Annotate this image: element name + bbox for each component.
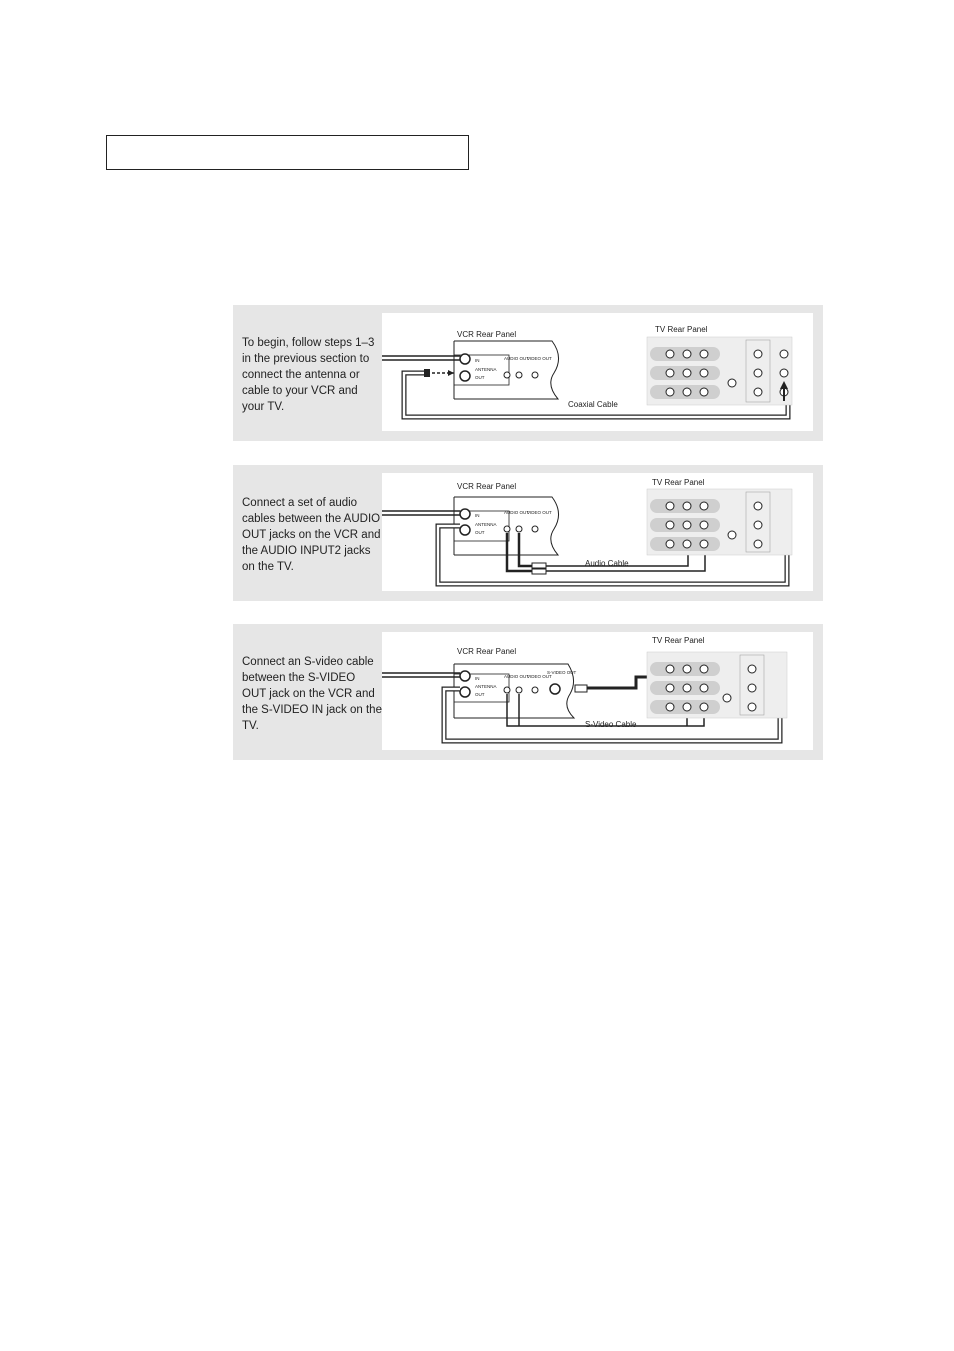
step-3-diagram — [382, 632, 813, 750]
vcr-out-label: OUT — [475, 375, 485, 380]
vcr-panel-label: VCR Rear Panel — [457, 482, 517, 491]
vcr-panel-label: VCR Rear Panel — [457, 330, 517, 339]
vcr-antenna-in-jack — [460, 354, 470, 364]
vcr-audio-out-r-jack — [516, 372, 522, 378]
vcr-audio-out-label: AUDIO OUT — [504, 674, 530, 679]
vcr-in-label: IN — [475, 676, 480, 681]
step-2-diagram — [382, 473, 813, 591]
step-2-text: Connect a set of audio cables between the AUDIO OUT jacks on the VCR and the AUDIO INPUT2 jacks on the TV. — [242, 497, 381, 573]
vcr-audio-out-label: AUDIO OUT — [504, 356, 530, 361]
vcr-video-out-label: VIDEO OUT — [527, 510, 552, 515]
vcr-video-out-label: VIDEO OUT — [527, 356, 552, 361]
step-3-panel — [233, 624, 823, 760]
vcr-svideo-out-jack — [550, 684, 560, 694]
step-3-text: Connect an S-video cable between the S-VIDEO OUT jack on the VCR and the S-VIDEO IN jack on the TV. — [242, 656, 382, 732]
vcr-out-label: OUT — [475, 530, 485, 535]
vcr-video-out-jack — [532, 372, 538, 378]
vcr-audio-out-l-jack — [504, 526, 510, 532]
vcr-antenna-label: ANTENNA — [475, 522, 497, 527]
step-1-panel — [233, 305, 823, 441]
vcr-antenna-label: ANTENNA — [475, 684, 497, 689]
vcr-video-out-label: VIDEO OUT — [527, 674, 552, 679]
vcr-audio-out-label: AUDIO OUT — [504, 510, 530, 515]
vcr-audio-out-r-jack — [516, 526, 522, 532]
step-1-text: To begin, follow steps 1–3 in the previous section to connect the antenna or cable to your VCR and your TV. — [242, 337, 375, 413]
vcr-panel-label: VCR Rear Panel — [457, 647, 517, 656]
vcr-audio-out-l-jack — [504, 372, 510, 378]
vcr-antenna-out-jack — [460, 371, 470, 381]
svideo-cable-label: S-Video Cable — [585, 720, 637, 729]
vcr-in-label: IN — [475, 513, 480, 518]
step-1-diagram — [382, 313, 813, 431]
step-2-panel — [233, 465, 823, 601]
svideo-connection-diagram — [382, 632, 813, 750]
coaxial-connection-diagram — [382, 313, 813, 431]
tv-panel-label: TV Rear Panel — [652, 478, 705, 487]
tv-panel-label: TV Rear Panel — [652, 636, 705, 645]
coaxial-cable-label: Coaxial Cable — [568, 400, 618, 409]
vcr-out-label: OUT — [475, 692, 485, 697]
section-header-box — [106, 135, 469, 170]
audio-connection-diagram — [382, 473, 813, 591]
vcr-antenna-label: ANTENNA — [475, 367, 497, 372]
tv-panel-label: TV Rear Panel — [655, 325, 708, 334]
audio-cable-label: Audio Cable — [585, 559, 629, 568]
vcr-in-label: IN — [475, 358, 480, 363]
vcr-svideo-out-label: S-VIDEO OUT — [547, 670, 577, 675]
